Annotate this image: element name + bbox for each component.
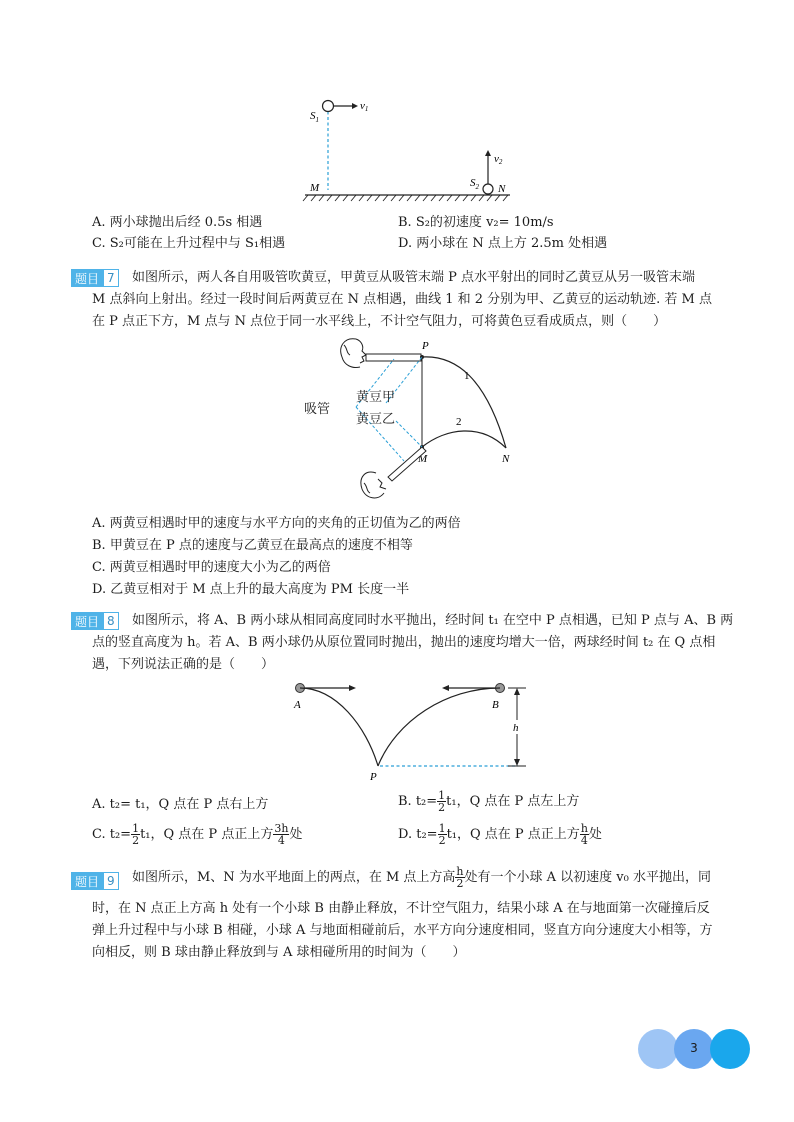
q7-option-c: C. 两黄豆相遇时甲的速度大小为乙的两倍 (92, 560, 331, 575)
page-number-badge (638, 1029, 758, 1069)
q6-option-a: A. 两小球抛出后经 0.5s 相遇 (92, 215, 263, 230)
svg-text:黄豆甲: 黄豆甲 (356, 389, 396, 404)
q7-person-top (341, 339, 366, 368)
q7-trajectory-2 (422, 431, 506, 448)
svg-text:S1: $S_1$ (310, 110, 319, 124)
q8-stem-line-1: 如图所示，将 A、B 两小球从相同高度同时水平抛出，经时间 t₁ 在空中 P 点相遇，已知 P 点与 A、B 两 (132, 613, 734, 628)
q8-option-b: B. t₂= $\frac{1}{2}$ t₁，Q 点在 P 点左上方 (398, 789, 580, 814)
q7-tag-label: 题目 (71, 269, 103, 287)
q7-stem-line-1: 如图所示，两人各自用吸管吹黄豆，甲黄豆从吸管末端 P 点水平射出的同时乙黄豆从另一吸管末端 (132, 270, 696, 285)
q7-stem-line-2: M 点斜向上射出。经过一段时间后两黄豆在 N 点相遇，曲线 1 和 2 分别为甲、乙黄豆的运动轨迹. 若 M 点 (92, 292, 712, 307)
q7-callout-lines (356, 357, 422, 461)
svg-text:S2: $S_2$ (470, 177, 479, 191)
q8-trajectory-a (300, 688, 378, 766)
q6-ground-hatch (303, 195, 508, 201)
q8-option-d: D. t₂= $\frac{1}{2}$ t₁，Q 点在 P 点正上方 $\frac{h}{4}$ 处 (398, 822, 602, 847)
svg-text:v1: v1 (360, 100, 369, 113)
q6-option-d: D. 两小球在 N 点上方 2.5m 处相遇 (398, 236, 608, 251)
q9-question-tag (71, 872, 119, 890)
svg-text:N: N (502, 453, 510, 465)
svg-text:M: M (418, 453, 428, 465)
q8-stem-line-3: 遇，下列说法正确的是（ ） (92, 657, 275, 672)
q7-tag-number: 7 (103, 269, 119, 287)
q9-stem-line-1: 如图所示，M、N 为水平地面上的两点，在 M 点上方高 $\frac{h}{2}$ 处有一个小球 A 以初速度 v₀ 水平抛出，同 (132, 865, 711, 890)
q9-stem-line-4: 向相反，则 B 球由静止释放到与 A 球相碰所用的时间为（ ） (92, 945, 466, 960)
q7-question-tag (71, 269, 119, 287)
q7-option-b: B. 甲黄豆在 P 点的速度与乙黄豆在最高点的速度不相等 (92, 538, 413, 553)
q8-option-c: C. t₂= $\frac{1}{2}$ t₁，Q 点在 P 点正上方 $\frac{3h}{4}$ 处 (92, 822, 303, 847)
svg-text:v2: v2 (494, 153, 503, 166)
q9-stem-line-2: 时，在 N 点正上方高 h 处有一个小球 B 由静止释放，不计空气阻力，结果小球 A 在与地面第一次碰撞后反 (92, 901, 710, 916)
q7-person-bottom (361, 472, 386, 498)
page-circle-right (710, 1029, 750, 1069)
svg-text:A: A (294, 699, 301, 711)
page-number: 3 (690, 1041, 698, 1055)
svg-text:M: M (310, 182, 320, 194)
q6-ball-s1 (323, 101, 334, 112)
q9-tag-number: 9 (103, 872, 119, 890)
q6-option-c: C. S₂可能在上升过程中与 S₁相遇 (92, 236, 286, 251)
q8-tag-label: 题目 (71, 612, 103, 630)
q7-figure (296, 333, 526, 513)
q6-ball-s2 (483, 184, 493, 194)
svg-text:P: P (422, 340, 429, 352)
svg-text:h: h (513, 722, 519, 734)
page-circle-left (638, 1029, 678, 1069)
q8-option-a: A. t₂= t₁，Q 点在 P 点右上方 (92, 797, 269, 812)
svg-text:2: 2 (456, 416, 462, 428)
q8-stem-line-2: 点的竖直高度为 h。若 A、B 两小球仍从原位置同时抛出，抛出的速度均增大一倍，两球经时间 t₂ 在 Q 点相 (92, 635, 716, 650)
svg-text:吸管: 吸管 (304, 401, 331, 416)
q6-option-b: B. S₂的初速度 v₂= 10m/s (398, 215, 554, 230)
q7-stem-line-3: 在 P 点正下方，M 点与 N 点位于同一水平线上，不计空气阻力，可将黄色豆看成质点，则（ ） (92, 314, 667, 329)
svg-text:P: P (370, 771, 377, 783)
q9-stem-line-3: 弹上升过程中与小球 B 相碰，小球 A 与地面相碰前后，水平方向分速度相同，竖直方向分速度大小相等，方 (92, 923, 713, 938)
svg-text:B: B (492, 699, 499, 711)
q8-trajectory-b (378, 688, 500, 766)
q7-option-a: A. 两黄豆相遇时甲的速度与水平方向的夹角的正切值为乙的两倍 (92, 516, 461, 531)
svg-text:1: 1 (464, 370, 470, 382)
q7-option-d: D. 乙黄豆相对于 M 点上升的最大高度为 PM 长度一半 (92, 582, 410, 597)
q8-figure (286, 676, 536, 786)
q8-question-tag (71, 612, 119, 630)
svg-text:N: N (498, 183, 506, 195)
q9-tag-label: 题目 (71, 872, 103, 890)
svg-text:黄豆乙: 黄豆乙 (356, 411, 396, 426)
q8-tag-number: 8 (103, 612, 119, 630)
q6-figure (300, 92, 520, 207)
